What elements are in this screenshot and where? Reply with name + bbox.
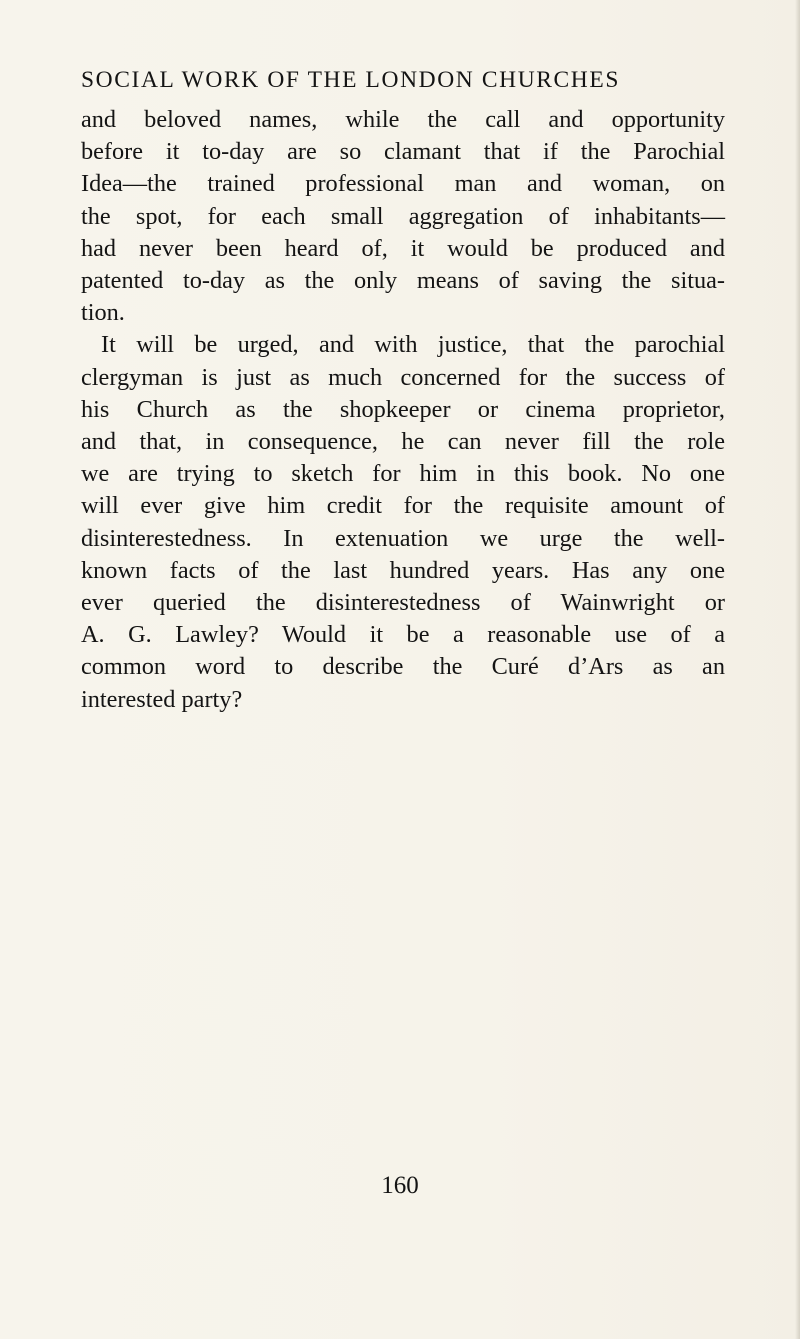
text-line: Idea—the trained professional man and woman, on — [81, 170, 725, 198]
paragraph-1 — [81, 104, 725, 329]
paragraph-2 — [81, 329, 725, 715]
text-line: clergyman is just as much concerned for the success of — [81, 363, 725, 391]
text-line: patented to-day as the only means of saving the situa- — [81, 267, 725, 295]
text-line: common word to describe the Curé d’Ars as an — [81, 653, 725, 681]
text-line: we are trying to sketch for him in this book. No one — [81, 460, 725, 488]
text-line: known facts of the last hundred years. Has any one — [81, 556, 725, 584]
running-head: SOCIAL WORK OF THE LONDON CHURCHES — [81, 67, 621, 93]
text-line: will ever give him credit for the requisite amount of — [81, 492, 725, 520]
text-line: the spot, for each small aggregation of inhabitants— — [81, 202, 725, 230]
text-line: and beloved names, while the call and opportunity — [81, 106, 725, 133]
text-line: and that, in consequence, he can never fill the role — [81, 428, 725, 456]
page-number: 160 — [381, 1172, 419, 1199]
text-line: tion. — [81, 299, 125, 327]
page-edge-shadow — [795, 0, 800, 1339]
text-line: ever queried the disinterestedness of Wainwright or — [81, 589, 725, 617]
text-line: interested party? — [81, 685, 243, 713]
text-line: A. G. Lawley? Would it be a reasonable use of a — [81, 621, 725, 649]
text-line: had never been heard of, it would be produced and — [81, 234, 725, 262]
text-line: before it to-day are so clamant that if the Parochial — [81, 138, 725, 166]
text-line: disinterestedness. In extenuation we urge the well- — [81, 524, 725, 552]
text-line: It will be urged, and with justice, that the parochial — [101, 331, 725, 359]
body-text — [81, 104, 725, 716]
text-line: his Church as the shopkeeper or cinema proprietor, — [81, 395, 725, 423]
